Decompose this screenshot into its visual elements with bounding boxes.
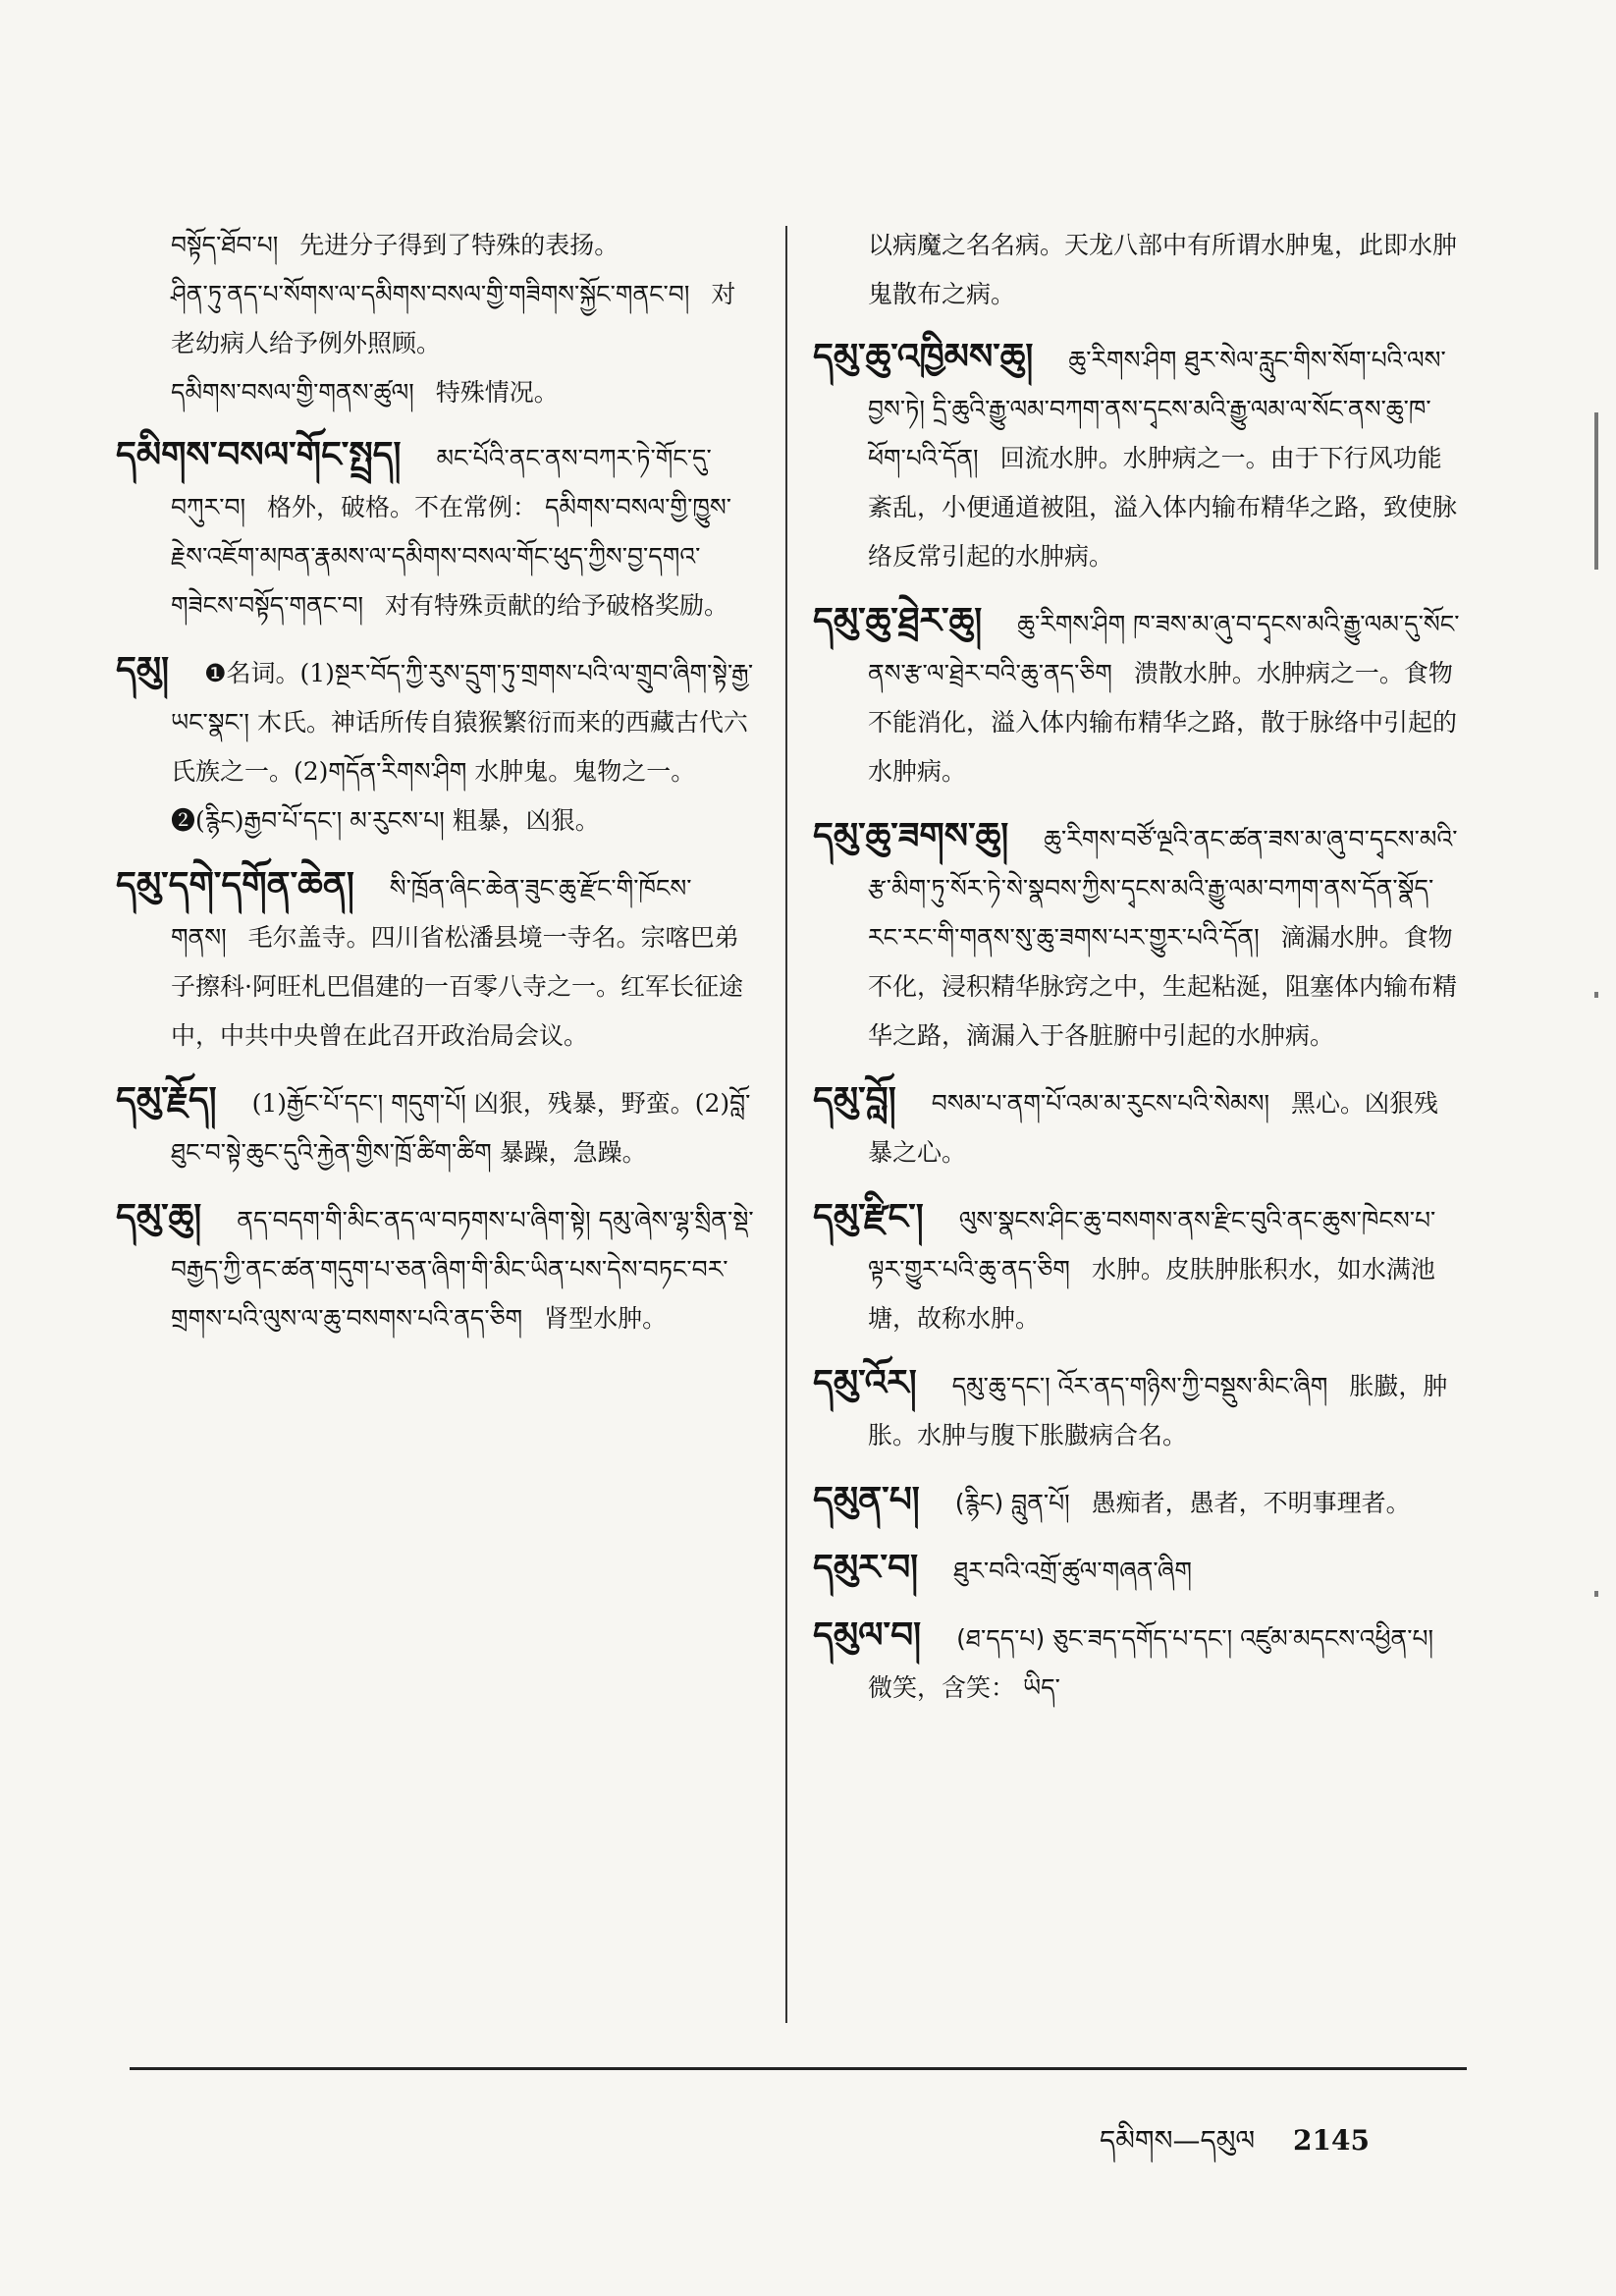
tibetan-text: བསྟོད་ཐོབ་པ། [171, 231, 279, 259]
headword: དམུ། [116, 650, 170, 690]
scan-edge-mark [1594, 1591, 1598, 1597]
headword: དམུ་འོར། [813, 1363, 917, 1403]
chinese-definition: ❶名词。(1)སྔར་བོད་ཀྱི་རུས་དྲུག་ཏུ་གྲགས་པའི་ལ་གྲུབ་ཞིག་སྟེ་རྒྱ་ཡང་སྣང་། 木氏。神话所传自猿猴繁衍而来的西藏古代六氏族之一。(2)གདོན་རིགས་ཤིག 水肿鬼。鬼物之一。❷(རྙིང)རྒྱབ་པོ་དང་། མ་རུངས་པ། 粗暴，凶狠。 [171, 659, 754, 835]
left-column [116, 221, 756, 1359]
headword: དམུ་རྫིང་། [813, 1197, 924, 1237]
continuation-text: 以病魔之名名病。天龙八部中有所谓水肿鬼，此即水肿鬼散布之病。 [868, 231, 1458, 308]
tibetan-definition: སི་ཁྲོན་ཞིང་ཆེན་ཟུང་ཆུ་རྫོང་གི་ཁོངས་གནས། [171, 874, 692, 952]
headword: དམིགས་བསལ་གོང་སྤྲད། [116, 435, 402, 475]
headword: དམུ་ཆུ་ཟགས་ཆུ། [813, 816, 1009, 856]
tibetan-definition: (རྙིང) བླུན་པོ། [954, 1489, 1070, 1517]
tibetan-definition: ཆུ་རིགས་ཤིག ཁ་ཟས་མ་ཞུ་བ་དྭངས་མའི་རྒྱུ་ལམ་དུ་སོང་ནས་རྩ་ལ་ཐྲེར་བའི་ཆུ་ནད་ཅིག [868, 610, 1460, 687]
headword: དམུ་ཆུ་ཐྲེར་ཆུ། [813, 601, 983, 641]
dictionary-entry [116, 1076, 756, 1177]
dictionary-entry [116, 431, 756, 630]
tibetan-example: ཡིད་ [1022, 1673, 1060, 1702]
headword: དམུར་བ། [813, 1548, 919, 1588]
page-number: 2145 [1293, 2124, 1370, 2157]
dictionary-entry [813, 1612, 1461, 1713]
chinese-definition: 肾型水肿。 [544, 1304, 668, 1333]
chinese-text: 特殊情况。 [435, 378, 559, 407]
chinese-definition: 胀臌，肿胀。水肿与腹下胀臌病合名。 [868, 1372, 1448, 1449]
dictionary-entry [813, 597, 1461, 796]
tibetan-definition: དམུ་ཆུ་དང་། འོར་ནད་གཉིས་ཀྱི་བསྡུས་མིང་ཞིག [951, 1372, 1328, 1400]
dictionary-entry [813, 1076, 1461, 1177]
dictionary-entry [813, 1193, 1461, 1343]
chinese-definition: 愚痴者，愚者，不明事理者。 [1091, 1489, 1411, 1517]
chinese-definition: 滴漏水肿。食物不化，浸积精华脉窍之中，生起粘涎，阻塞体内输布精华之路，滴漏入于各脏腑中引起的水肿病。 [868, 923, 1458, 1050]
tibetan-definition: ལུས་སྣངས་ཤིང་ཆུ་བསགས་ནས་རྫིང་བུའི་ནང་ཆུས་ཁེངས་པ་ལྟར་གྱུར་པའི་ཆུ་ནད་ཅིག [868, 1206, 1436, 1284]
chinese-definition: 微笑，含笑： [868, 1673, 1016, 1702]
headword: དམུན་པ། [813, 1480, 920, 1520]
continuation-line [116, 221, 756, 270]
tibetan-definition: བསམ་པ་ནག་པོ་འམ་མ་རུངས་པའི་སེམས། [931, 1089, 1270, 1118]
chinese-definition: 溃散水肿。水肿病之一。食物不能消化，溢入体内输布精华之路，散于脉络中引起的水肿病。 [868, 659, 1458, 786]
dictionary-entry [116, 1193, 756, 1343]
scan-edge-mark [1594, 412, 1598, 570]
tibetan-definition: ནད་བདག་གི་མིང་ནད་ལ་བཏགས་པ་ཞིག་སྟེ། དམུ་ཞེས་ལྷ་སྲིན་སྡེ་བརྒྱད་ཀྱི་ནང་ཚན་གདུག་པ་ཅན་ཞིག་གི་མིང་ཡིན་པས་དེས་བཏང་བར་གྲགས་པའི་ལུས་ལ་ཆུ་བསགས་པའི་ནད་ཅིག [171, 1206, 754, 1333]
dictionary-entry [813, 1359, 1461, 1460]
dictionary-entry [813, 1544, 1461, 1596]
continuation-line [116, 270, 756, 368]
footer-rule [130, 2067, 1467, 2070]
chinese-definition: 格外，破格。不在常例： [266, 493, 537, 521]
tibetan-definition: (ཐ་དད་པ) ཅུང་ཟད་དགོད་པ་དང་། འཛུམ་མདངས་འཕྱིན་པ། [956, 1624, 1434, 1653]
chinese-definition: 回流水肿。水肿病之一。由于下行风功能紊乱，小便通道被阻，溢入体内输布精华之路，致使脉络反常引起的水肿病。 [868, 444, 1458, 571]
dictionary-entry [813, 812, 1461, 1061]
headword: དམུ་རྗོད། [116, 1080, 217, 1121]
chinese-text: 先进分子得到了特殊的表扬。 [299, 231, 619, 259]
dictionary-entry [813, 1476, 1461, 1528]
guide-words: དམིགས—དམུལ [1100, 2124, 1256, 2157]
tibetan-definition: ཆུ་རིགས་བཙོ་ལྔའི་ནང་ཚན་ཟས་མ་ཞུ་བ་དྭངས་མའི་རྩ་མིག་ཏུ་སོར་ཏེ་སེ་སྣབས་ཀྱིས་དྭངས་མའི་རྒྱུ་ལམ་བཀག་ནས་དོན་སྣོད་རང་རང་གི་གནས་སུ་ཆུ་ཟགས་པར་གྱུར་པའི་དོན། [868, 825, 1458, 952]
tibetan-example: དམིགས་བསལ་གྱི་ཁྱུས་རྗེས་འཇོག་མཁན་རྣམས་ལ་དམིགས་བསལ་གོང་ཕུད་ཀྱིས་བྱ་དགའ་གཟེངས་བསྟོད་གནང་བ། [171, 493, 731, 620]
tibetan-definition: ཐུར་བའི་འགྲོ་ཚུལ་གཞན་ཞིག [953, 1557, 1193, 1585]
tibetan-text: དམིགས་བསལ་གྱི་གནས་ཚུལ། [171, 378, 414, 407]
headword: དམུ་ཆུ་འཁྱིམས་ཆུ། [813, 337, 1034, 377]
column-divider [785, 226, 787, 2023]
headword: དམུ་ཆུ། [116, 1197, 202, 1237]
page-footer [1100, 2109, 1370, 2187]
dictionary-entry [116, 646, 756, 846]
chinese-text: 对老幼病人给予例外照顾。 [171, 280, 736, 357]
tibetan-definition: མང་པོའི་ནང་ནས་བཀར་ཏེ་གོང་དུ་བཀུར་བ། [171, 444, 712, 521]
chinese-definition: 毛尔盖寺。四川省松潘县境一寺名。宗喀巴弟子擦科·阿旺札巴倡建的一百零八寺之一。红军长征途中，中共中央曾在此召开政治局会议。 [171, 923, 743, 1050]
scan-edge-mark [1594, 992, 1598, 998]
dictionary-entry [116, 861, 756, 1061]
tibetan-definition: ཆུ་རིགས་ཤིག ཐུར་སེལ་རླུང་གིས་སོག་པའི་ལས་བྱས་ཏེ། དྲི་ཆུའི་རྒྱུ་ལམ་བཀག་ནས་དྭངས་མའི་རྒྱུ་ལམ་ལ་སོང་ནས་ཆུ་ཁ་ཕོག་པའི་དོན། [868, 346, 1446, 472]
chinese-definition: 黑心。凶狠残暴之心。 [868, 1089, 1439, 1167]
chinese-definition: (1)རྒྱོང་པོ་དང་། གདུག་པོ། 凶狠，残暴，野蛮。(2)བློ་ཐུང་བ་སྟེ་ཆུང་དུའི་རྐྱེན་གྱིས་ཁྲོ་ཚིག་ཚིག 暴躁，急躁。 [171, 1089, 751, 1167]
continuation-line [116, 368, 756, 417]
headword: དམུ་དགེ་དགོན་ཆེན། [116, 865, 354, 905]
right-column [813, 221, 1461, 1728]
dictionary-entry [813, 333, 1461, 581]
chinese-definition: 水肿。皮肤肿胀积水，如水满池塘，故称水肿。 [868, 1255, 1435, 1333]
chinese-example: 对有特殊贡献的给予破格奖励。 [384, 591, 728, 620]
headword: དམུལ་བ། [813, 1615, 922, 1656]
headword: དམུ་བློ། [813, 1080, 896, 1121]
tibetan-text: ཤིན་ཏུ་ནད་པ་སོགས་ལ་དམིགས་བསལ་གྱི་གཟིགས་སྐྱོང་གནང་བ། [171, 280, 690, 308]
